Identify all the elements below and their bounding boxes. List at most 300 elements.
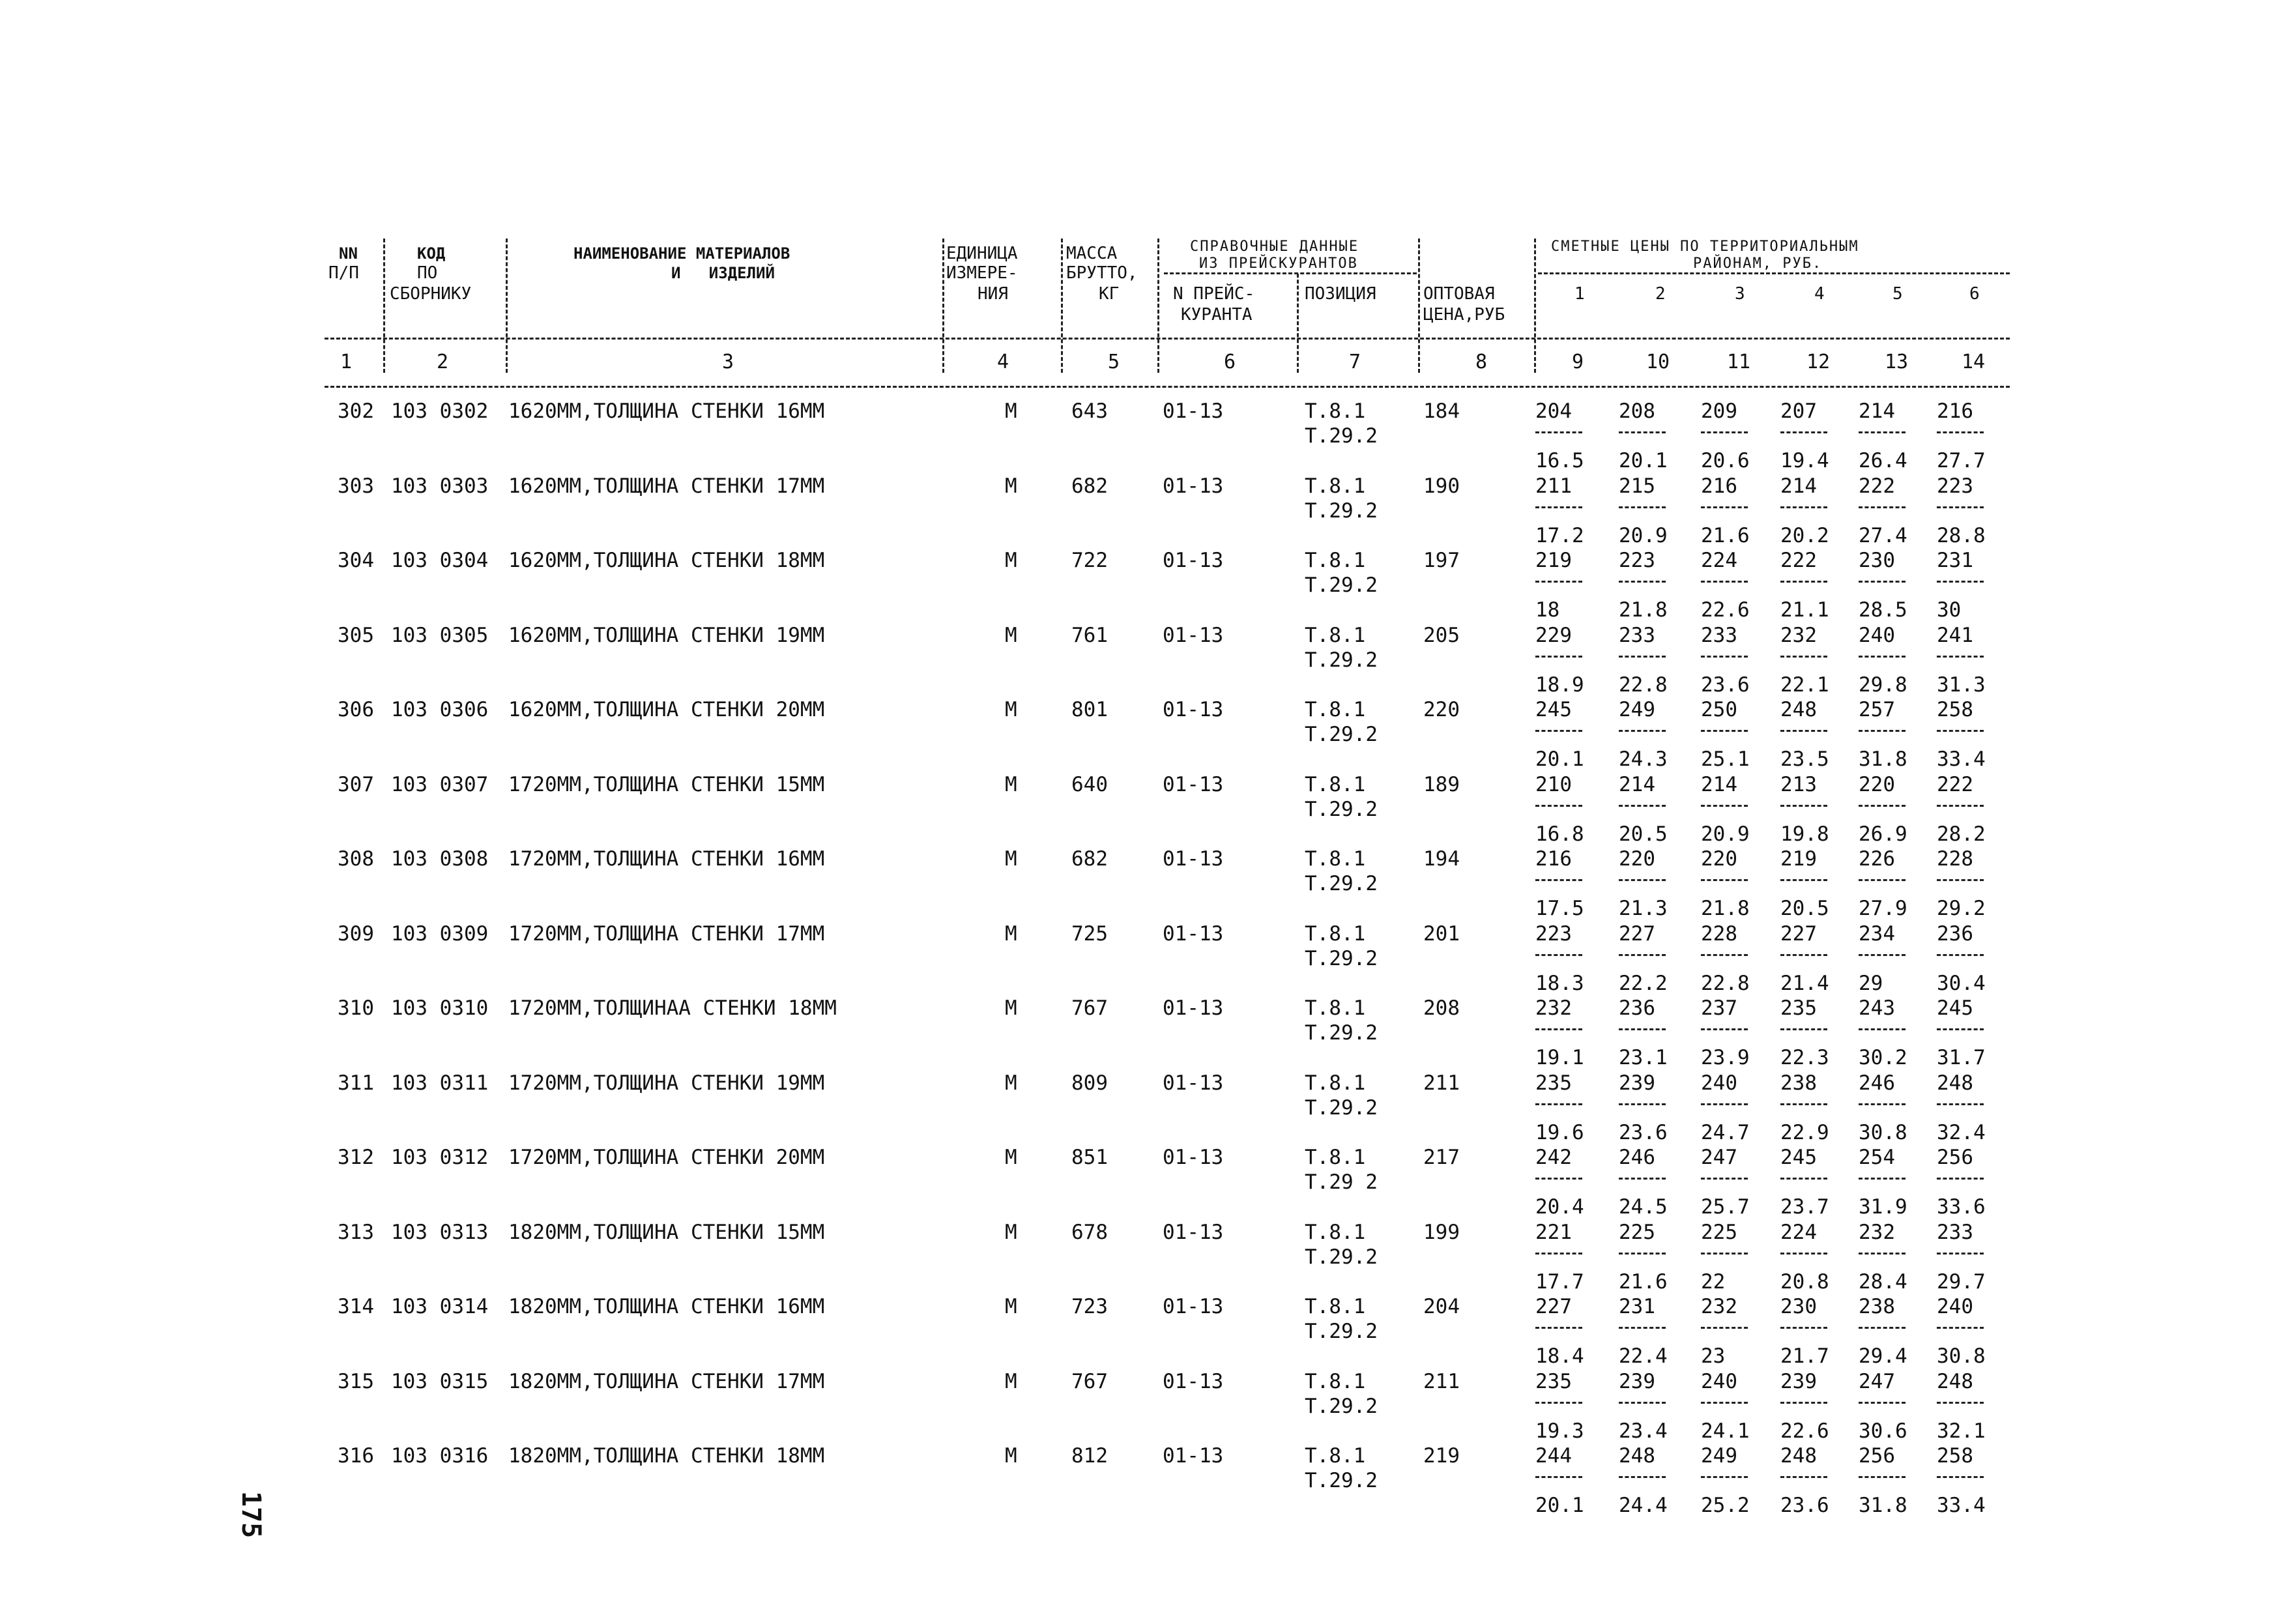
row-unit: М (1005, 996, 1017, 1020)
price-divider (1701, 581, 1748, 583)
row-price-region-6: 241 (1937, 623, 1973, 647)
row-subprice-region-1: 20.4 (1535, 1195, 1584, 1219)
price-divider (1619, 1253, 1666, 1254)
row-subprice-region-5: 27.4 (1859, 523, 1907, 547)
row-position: Т.8.1 (1305, 698, 1366, 721)
row-position: Т.8.1 (1305, 921, 1366, 946)
row-subprice-region-6: 33.6 (1937, 1195, 1986, 1219)
ref-subrule (1164, 272, 1417, 274)
row-position: Т.8.1 (1305, 772, 1366, 796)
header-estimate-line2: РАЙОНАМ, РУБ. (1693, 255, 1823, 272)
price-divider (1701, 730, 1748, 732)
row-price-region-6: 223 (1937, 474, 1973, 498)
row-subprice-region-1: 20.1 (1535, 1494, 1584, 1517)
price-divider (1535, 656, 1582, 658)
row-mass: 725 (1071, 921, 1108, 946)
row-price-region-1: 216 (1535, 847, 1572, 871)
row-position-2: Т.29.2 (1305, 1469, 1378, 1492)
row-price-region-2: 246 (1619, 1146, 1655, 1169)
header-ref-line2: ИЗ ПРЕЙСКУРАНТОВ (1199, 255, 1358, 272)
row-code: 103 0311 (391, 1071, 489, 1095)
row-price-region-2: 233 (1619, 623, 1655, 647)
header-region-3: 3 (1735, 284, 1745, 304)
header-rule (325, 338, 2010, 340)
header-ref-line1: СПРАВОЧНЫЕ ДАННЫЕ (1190, 239, 1359, 255)
row-price-region-2: 227 (1619, 921, 1655, 946)
row-wholesale: 220 (1423, 698, 1460, 721)
row-price-list: 01-13 (1163, 1444, 1224, 1468)
price-divider (1701, 1402, 1748, 1404)
row-price-region-3: 220 (1701, 847, 1737, 871)
price-divider (1937, 879, 1984, 881)
row-price-region-5: 222 (1859, 474, 1895, 498)
row-name: 1820ММ,ТОЛЩИНА СТЕНКИ 17ММ (508, 1369, 825, 1393)
row-number: 309 (338, 921, 374, 946)
row-mass: 640 (1071, 772, 1108, 796)
price-divider (1619, 954, 1666, 956)
row-position-2: Т.29.2 (1305, 1394, 1378, 1418)
row-price-region-1: 242 (1535, 1146, 1572, 1169)
row-subprice-region-3: 22.6 (1701, 598, 1750, 622)
header-divider (1157, 239, 1159, 373)
row-price-region-1: 210 (1535, 772, 1572, 796)
table-row (0, 1294, 2290, 1369)
row-subprice-region-6: 29.2 (1937, 897, 1986, 920)
row-position-2: Т.29.2 (1305, 1245, 1378, 1269)
row-mass: 722 (1071, 549, 1108, 572)
row-number: 307 (338, 772, 374, 796)
price-divider (1859, 581, 1906, 583)
row-price-region-6: 236 (1937, 921, 1973, 946)
row-price-region-5: 254 (1859, 1146, 1895, 1169)
row-price-region-3: 250 (1701, 698, 1737, 721)
price-divider (1937, 1476, 1984, 1478)
price-divider (1619, 656, 1666, 658)
row-code: 103 0307 (391, 772, 489, 796)
row-price-region-3: 237 (1701, 996, 1737, 1020)
row-code: 103 0302 (391, 399, 489, 423)
header-divider (942, 239, 944, 373)
row-price-region-2: 236 (1619, 996, 1655, 1020)
row-price-region-2: 225 (1619, 1220, 1655, 1244)
row-wholesale: 204 (1423, 1295, 1460, 1318)
price-divider (1619, 581, 1666, 583)
row-position: Т.8.1 (1305, 847, 1366, 871)
row-subprice-region-3: 25.1 (1701, 747, 1750, 771)
row-code: 103 0314 (391, 1295, 489, 1318)
row-position: Т.8.1 (1305, 1295, 1366, 1318)
row-price-list: 01-13 (1163, 1071, 1224, 1095)
row-price-list: 01-13 (1163, 847, 1224, 871)
row-subprice-region-5: 26.4 (1859, 449, 1907, 472)
row-price-region-6: 233 (1937, 1220, 1973, 1244)
row-name: 1620ММ,ТОЛЩИНА СТЕНКИ 17ММ (508, 474, 825, 498)
row-subprice-region-4: 21.1 (1780, 598, 1829, 622)
row-position: Т.8.1 (1305, 1369, 1366, 1393)
table-row (0, 548, 2290, 622)
row-price-region-4: 224 (1780, 1220, 1817, 1244)
price-divider (1535, 581, 1582, 583)
row-price-region-6: 258 (1937, 1444, 1973, 1468)
header-region-2: 2 (1655, 284, 1666, 304)
colnum-8: 8 (1475, 351, 1488, 373)
price-divider (1701, 879, 1748, 881)
header-divider (1297, 274, 1299, 373)
price-divider (1535, 431, 1582, 433)
row-price-list: 01-13 (1163, 623, 1224, 647)
price-divider (1535, 954, 1582, 956)
row-number: 314 (338, 1295, 374, 1318)
row-unit: М (1005, 698, 1017, 721)
price-divider (1859, 1028, 1906, 1030)
row-price-list: 01-13 (1163, 772, 1224, 796)
row-price-region-6: 256 (1937, 1146, 1973, 1169)
row-wholesale: 194 (1423, 847, 1460, 871)
row-price-region-5: 214 (1859, 399, 1895, 423)
row-number: 302 (338, 399, 374, 423)
row-price-region-5: 238 (1859, 1295, 1895, 1318)
row-price-region-1: 219 (1535, 549, 1572, 572)
row-unit: М (1005, 399, 1017, 423)
price-divider (1937, 1103, 1984, 1105)
row-subprice-region-1: 16.8 (1535, 822, 1584, 846)
colnum-9: 9 (1572, 351, 1584, 373)
row-price-region-6: 258 (1937, 698, 1973, 721)
price-divider (1535, 1103, 1582, 1105)
row-number: 311 (338, 1071, 374, 1095)
price-divider (1535, 1253, 1582, 1254)
price-divider (1780, 1103, 1827, 1105)
header-mass-line1: МАССА (1066, 244, 1118, 263)
row-position: Т.8.1 (1305, 1444, 1366, 1468)
header-region-5: 5 (1892, 284, 1903, 304)
row-subprice-region-3: 25.7 (1701, 1195, 1750, 1219)
price-divider (1535, 1028, 1582, 1030)
row-price-region-6: 216 (1937, 399, 1973, 423)
row-subprice-region-4: 22.3 (1780, 1046, 1829, 1069)
colnum-4: 4 (997, 351, 1009, 373)
price-divider (1937, 1402, 1984, 1404)
row-subprice-region-3: 20.6 (1701, 449, 1750, 472)
price-divider (1701, 1253, 1748, 1254)
row-price-region-3: 216 (1701, 474, 1737, 498)
price-divider (1937, 730, 1984, 732)
price-divider (1937, 581, 1984, 583)
row-price-region-3: 249 (1701, 1444, 1737, 1468)
row-subprice-region-2: 23.1 (1619, 1046, 1668, 1069)
row-unit: М (1005, 1444, 1017, 1468)
row-code: 103 0304 (391, 549, 489, 572)
row-code: 103 0316 (391, 1444, 489, 1468)
row-subprice-region-4: 19.8 (1780, 822, 1829, 846)
price-divider (1535, 805, 1582, 807)
row-subprice-region-6: 32.4 (1937, 1120, 1986, 1144)
row-price-region-6: 245 (1937, 996, 1973, 1020)
price-divider (1780, 581, 1827, 583)
row-subprice-region-1: 17.7 (1535, 1269, 1584, 1294)
row-position-2: Т.29.2 (1305, 499, 1378, 523)
row-unit: М (1005, 1146, 1017, 1169)
price-divider (1937, 1253, 1984, 1254)
row-price-region-3: 232 (1701, 1295, 1737, 1318)
row-number: 313 (338, 1220, 374, 1244)
table-row (0, 1145, 2290, 1219)
row-subprice-region-4: 20.2 (1780, 523, 1829, 547)
price-divider (1859, 506, 1906, 508)
row-position: Т.8.1 (1305, 549, 1366, 572)
row-mass: 851 (1071, 1146, 1108, 1169)
row-price-region-4: 219 (1780, 847, 1817, 871)
row-price-region-4: 238 (1780, 1071, 1817, 1095)
table-row (0, 474, 2290, 548)
price-divider (1619, 1028, 1666, 1030)
row-price-region-1: 245 (1535, 698, 1572, 721)
row-subprice-region-2: 24.4 (1619, 1494, 1668, 1517)
row-subprice-region-4: 23.7 (1780, 1195, 1829, 1219)
row-subprice-region-3: 25.2 (1701, 1494, 1750, 1517)
row-price-region-3: 233 (1701, 623, 1737, 647)
row-price-region-2: 214 (1619, 772, 1655, 796)
price-divider (1780, 1327, 1827, 1329)
row-unit: М (1005, 847, 1017, 871)
price-divider (1859, 730, 1906, 732)
row-position-2: Т.29.2 (1305, 1021, 1378, 1045)
row-price-list: 01-13 (1163, 698, 1224, 721)
row-price-region-1: 221 (1535, 1220, 1572, 1244)
row-unit: М (1005, 1295, 1017, 1318)
row-position-2: Т.29.2 (1305, 1320, 1378, 1343)
row-price-region-6: 228 (1937, 847, 1973, 871)
table-row (0, 1071, 2290, 1145)
row-subprice-region-1: 19.6 (1535, 1120, 1584, 1144)
row-subprice-region-2: 21.6 (1619, 1269, 1668, 1294)
header-nprice-line1: N ПРЕЙС- (1173, 284, 1255, 304)
table-row (0, 921, 2290, 996)
row-price-region-3: 247 (1701, 1146, 1737, 1169)
row-subprice-region-6: 30.8 (1937, 1344, 1986, 1368)
price-divider (1619, 730, 1666, 732)
price-divider (1701, 1178, 1748, 1180)
price-divider (1859, 879, 1906, 881)
estimate-subrule (1538, 272, 2010, 274)
row-position: Т.8.1 (1305, 623, 1366, 647)
table-row (0, 1369, 2290, 1443)
row-subprice-region-1: 17.2 (1535, 523, 1584, 547)
row-subprice-region-5: 27.9 (1859, 897, 1907, 920)
row-price-region-5: 243 (1859, 996, 1895, 1020)
row-subprice-region-1: 19.3 (1535, 1419, 1584, 1443)
row-wholesale: 189 (1423, 772, 1460, 796)
price-divider (1535, 1402, 1582, 1404)
row-price-region-4: 248 (1780, 1444, 1817, 1468)
row-subprice-region-2: 23.4 (1619, 1419, 1668, 1443)
row-number: 306 (338, 698, 374, 721)
row-subprice-region-2: 21.8 (1619, 598, 1668, 622)
table-row (0, 1443, 2290, 1518)
row-subprice-region-4: 22.6 (1780, 1419, 1829, 1443)
header-region-6: 6 (1969, 284, 1980, 304)
row-wholesale: 211 (1423, 1369, 1460, 1393)
price-divider (1859, 431, 1906, 433)
row-subprice-region-5: 28.5 (1859, 598, 1907, 622)
row-position: Т.8.1 (1305, 1146, 1366, 1169)
row-subprice-region-4: 21.7 (1780, 1344, 1829, 1368)
colnum-10: 10 (1646, 351, 1670, 373)
row-subprice-region-5: 28.4 (1859, 1269, 1907, 1294)
table-row (0, 399, 2290, 473)
row-price-region-3: 228 (1701, 921, 1737, 946)
row-wholesale: 184 (1423, 399, 1460, 423)
row-unit: М (1005, 474, 1017, 498)
header-sborniku: СБОРНИКУ (390, 284, 472, 304)
row-subprice-region-4: 22.1 (1780, 673, 1829, 697)
row-wholesale: 208 (1423, 996, 1460, 1020)
row-unit: М (1005, 549, 1017, 572)
row-number: 305 (338, 623, 374, 647)
row-price-region-4: 230 (1780, 1295, 1817, 1318)
row-subprice-region-6: 28.8 (1937, 523, 1986, 547)
row-price-region-2: 239 (1619, 1071, 1655, 1095)
row-price-region-4: 232 (1780, 623, 1817, 647)
row-subprice-region-5: 30.6 (1859, 1419, 1907, 1443)
row-price-region-2: 215 (1619, 474, 1655, 498)
colnum-6: 6 (1224, 351, 1236, 373)
row-number: 316 (338, 1444, 374, 1468)
row-subprice-region-5: 31.8 (1859, 1494, 1907, 1517)
row-subprice-region-2: 23.6 (1619, 1120, 1668, 1144)
price-divider (1701, 1327, 1748, 1329)
price-divider (1619, 805, 1666, 807)
row-number: 310 (338, 996, 374, 1020)
row-price-region-3: 209 (1701, 399, 1737, 423)
row-subprice-region-1: 19.1 (1535, 1046, 1584, 1069)
row-mass: 767 (1071, 1369, 1108, 1393)
price-divider (1619, 879, 1666, 881)
row-mass: 767 (1071, 996, 1108, 1020)
row-code: 103 0312 (391, 1146, 489, 1169)
row-price-region-2: 231 (1619, 1295, 1655, 1318)
price-divider (1701, 506, 1748, 508)
row-name: 1820ММ,ТОЛЩИНА СТЕНКИ 15ММ (508, 1220, 825, 1244)
row-mass: 761 (1071, 623, 1108, 647)
header-divider (1418, 239, 1420, 373)
row-subprice-region-1: 17.5 (1535, 897, 1584, 920)
row-price-region-5: 220 (1859, 772, 1895, 796)
row-price-region-2: 248 (1619, 1444, 1655, 1468)
row-code: 103 0310 (391, 996, 489, 1020)
price-divider (1780, 1253, 1827, 1254)
page-number: 175 (236, 1491, 266, 1539)
row-unit: М (1005, 623, 1017, 647)
row-name: 1620ММ,ТОЛЩИНА СТЕНКИ 20ММ (508, 698, 825, 721)
row-subprice-region-3: 23.6 (1701, 673, 1750, 697)
row-position-2: Т.29.2 (1305, 797, 1378, 821)
price-divider (1535, 1178, 1582, 1180)
row-position-2: Т.29.2 (1305, 424, 1378, 448)
row-mass: 643 (1071, 399, 1108, 423)
row-subprice-region-3: 21.8 (1701, 897, 1750, 920)
row-price-region-6: 248 (1937, 1369, 1973, 1393)
price-divider (1619, 1476, 1666, 1478)
row-price-region-4: 213 (1780, 772, 1817, 796)
colnum-5: 5 (1108, 351, 1120, 373)
row-number: 308 (338, 847, 374, 871)
row-price-region-1: 244 (1535, 1444, 1572, 1468)
row-subprice-region-3: 22 (1701, 1269, 1726, 1294)
price-divider (1780, 656, 1827, 658)
price-divider (1780, 1402, 1827, 1404)
row-mass: 812 (1071, 1444, 1108, 1468)
table-row (0, 623, 2290, 697)
row-subprice-region-6: 28.2 (1937, 822, 1986, 846)
row-wholesale: 199 (1423, 1220, 1460, 1244)
row-number: 304 (338, 549, 374, 572)
price-divider (1701, 431, 1748, 433)
row-subprice-region-4: 21.4 (1780, 971, 1829, 995)
row-subprice-region-3: 20.9 (1701, 822, 1750, 846)
price-divider (1701, 1476, 1748, 1478)
row-price-region-5: 246 (1859, 1071, 1895, 1095)
price-divider (1535, 730, 1582, 732)
row-unit: М (1005, 1369, 1017, 1393)
row-price-region-2: 208 (1619, 399, 1655, 423)
row-price-region-1: 223 (1535, 921, 1572, 946)
header-unit-line3: НИЯ (978, 284, 1008, 304)
price-divider (1780, 805, 1827, 807)
row-subprice-region-4: 19.4 (1780, 449, 1829, 472)
price-divider (1780, 1476, 1827, 1478)
price-divider (1937, 1178, 1984, 1180)
row-subprice-region-6: 32.1 (1937, 1419, 1986, 1443)
colnum-7: 7 (1349, 351, 1361, 373)
row-price-region-1: 235 (1535, 1071, 1572, 1095)
row-number: 312 (338, 1146, 374, 1169)
row-subprice-region-6: 29.7 (1937, 1269, 1986, 1294)
header-region-4: 4 (1814, 284, 1825, 304)
price-divider (1859, 1476, 1906, 1478)
header-divider (506, 239, 508, 373)
row-subprice-region-1: 18 (1535, 598, 1560, 622)
row-unit: М (1005, 1220, 1017, 1244)
price-divider (1780, 879, 1827, 881)
row-name: 1720ММ,ТОЛЩИНА СТЕНКИ 15ММ (508, 772, 825, 796)
header-wholesale-line1: ОПТОВАЯ (1423, 284, 1495, 304)
price-divider (1701, 954, 1748, 956)
row-position-2: Т.29.2 (1305, 573, 1378, 597)
price-divider (1937, 954, 1984, 956)
row-subprice-region-5: 29.8 (1859, 673, 1907, 697)
row-subprice-region-6: 33.4 (1937, 1494, 1986, 1517)
row-subprice-region-3: 23.9 (1701, 1046, 1750, 1069)
row-price-region-4: 214 (1780, 474, 1817, 498)
row-subprice-region-3: 21.6 (1701, 523, 1750, 547)
price-divider (1780, 431, 1827, 433)
row-price-region-6: 231 (1937, 549, 1973, 572)
row-subprice-region-3: 24.1 (1701, 1419, 1750, 1443)
row-mass: 801 (1071, 698, 1108, 721)
row-code: 103 0306 (391, 698, 489, 721)
row-subprice-region-5: 31.9 (1859, 1195, 1907, 1219)
row-price-region-4: 227 (1780, 921, 1817, 946)
row-price-region-5: 256 (1859, 1444, 1895, 1468)
row-price-list: 01-13 (1163, 1369, 1224, 1393)
table-row (0, 1220, 2290, 1294)
row-price-region-5: 226 (1859, 847, 1895, 871)
row-price-list: 01-13 (1163, 996, 1224, 1020)
colnum-1: 1 (340, 351, 353, 373)
row-name: 1720ММ,ТОЛЩИНА СТЕНКИ 16ММ (508, 847, 825, 871)
row-mass: 678 (1071, 1220, 1108, 1244)
